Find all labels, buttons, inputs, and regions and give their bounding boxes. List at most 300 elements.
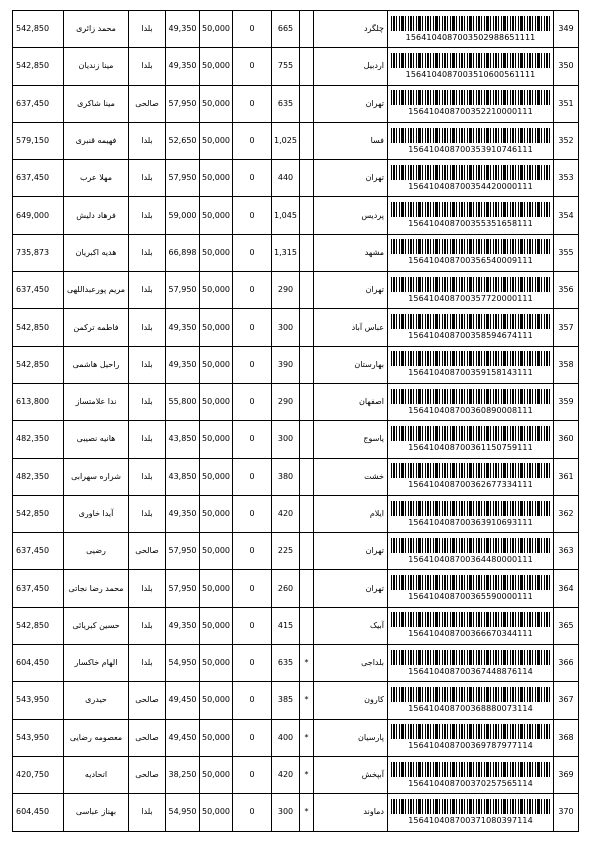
total-amount: 637,450 <box>13 570 64 607</box>
total-amount: 542,850 <box>13 309 64 346</box>
weight-count: 440 <box>272 160 300 197</box>
barcode-cell <box>388 682 554 719</box>
barcode-graphic <box>391 239 550 254</box>
weight-count: 290 <box>272 383 300 420</box>
flag-mark: * <box>300 645 314 682</box>
recipient-name: معصومه رضایی <box>64 719 129 756</box>
barcode-graphic <box>391 538 550 553</box>
barcode-cell <box>388 645 554 682</box>
barcode-number: 156410408700354420000111 <box>408 181 533 191</box>
flag-mark: * <box>300 794 314 831</box>
charge-value: 54,950 <box>166 645 200 682</box>
recipient-name: شراره سهرابی <box>64 458 129 495</box>
barcode-number: 156410408700368880073114 <box>408 703 533 713</box>
destination-city: یاسوج <box>314 421 388 458</box>
barcode-graphic <box>391 762 550 777</box>
base-fee: 50,000 <box>200 48 233 85</box>
charge-value: 49,350 <box>166 346 200 383</box>
weight-count: 415 <box>272 607 300 644</box>
row-index: 368 <box>554 719 579 756</box>
service-type: بلدا <box>129 607 166 644</box>
service-type: بلدا <box>129 197 166 234</box>
row-index: 365 <box>554 607 579 644</box>
table-row <box>13 383 579 420</box>
base-fee: 50,000 <box>200 458 233 495</box>
flag-mark <box>300 533 314 570</box>
barcode-cell <box>388 458 554 495</box>
base-fee: 50,000 <box>200 421 233 458</box>
destination-city: بلداجی <box>314 645 388 682</box>
barcode-number: 156410408700352210000111 <box>408 107 533 117</box>
service-type: بلدا <box>129 234 166 271</box>
service-type: بلدا <box>129 383 166 420</box>
recipient-name: راحیل هاشمی <box>64 346 129 383</box>
barcode-cell <box>388 495 554 532</box>
flag-mark <box>300 48 314 85</box>
total-amount: 735,873 <box>13 234 64 271</box>
destination-city: چلگرد <box>314 11 388 48</box>
base-fee: 50,000 <box>200 794 233 831</box>
barcode-number: 156410408700367448876114 <box>408 666 533 676</box>
barcode-graphic <box>391 612 550 627</box>
flag-mark <box>300 346 314 383</box>
barcode-graphic <box>391 687 550 702</box>
barcode-number: 156410408700361150759111 <box>408 442 533 452</box>
barcode-cell <box>388 48 554 85</box>
destination-city: تهران <box>314 160 388 197</box>
destination-city: خشت <box>314 458 388 495</box>
destination-city: آبپخش <box>314 756 388 793</box>
table-row <box>13 11 579 48</box>
zero-value: 0 <box>233 11 272 48</box>
zero-value: 0 <box>233 197 272 234</box>
total-amount: 579,150 <box>13 122 64 159</box>
base-fee: 50,000 <box>200 160 233 197</box>
base-fee: 50,000 <box>200 309 233 346</box>
barcode-cell <box>388 11 554 48</box>
barcode-number: 156410408700357720000111 <box>408 293 533 303</box>
barcode-graphic <box>391 501 550 516</box>
service-type: صالحی <box>129 85 166 122</box>
zero-value: 0 <box>233 682 272 719</box>
total-amount: 637,450 <box>13 160 64 197</box>
barcode-graphic <box>391 351 550 366</box>
row-index: 358 <box>554 346 579 383</box>
base-fee: 50,000 <box>200 682 233 719</box>
zero-value: 0 <box>233 645 272 682</box>
recipient-name: مینا شاکری <box>64 85 129 122</box>
weight-count: 1,315 <box>272 234 300 271</box>
table-body <box>13 11 579 832</box>
barcode-graphic <box>391 16 550 31</box>
destination-city: اردبیل <box>314 48 388 85</box>
charge-value: 52,650 <box>166 122 200 159</box>
barcode-number: 156410408700371080397114 <box>408 815 533 825</box>
zero-value: 0 <box>233 421 272 458</box>
weight-count: 420 <box>272 756 300 793</box>
service-type: صالحی <box>129 756 166 793</box>
table-row <box>13 682 579 719</box>
barcode-graphic <box>391 650 550 665</box>
destination-city: تهران <box>314 272 388 309</box>
service-type: صالحی <box>129 682 166 719</box>
service-type: بلدا <box>129 160 166 197</box>
zero-value: 0 <box>233 533 272 570</box>
base-fee: 50,000 <box>200 719 233 756</box>
recipient-name: فهیمه قنبری <box>64 122 129 159</box>
total-amount: 542,850 <box>13 607 64 644</box>
weight-count: 300 <box>272 309 300 346</box>
zero-value: 0 <box>233 272 272 309</box>
barcode-number: 156410408700358594674111 <box>408 331 533 341</box>
zero-value: 0 <box>233 756 272 793</box>
barcode-cell <box>388 383 554 420</box>
weight-count: 390 <box>272 346 300 383</box>
weight-count: 260 <box>272 570 300 607</box>
row-index: 355 <box>554 234 579 271</box>
base-fee: 50,000 <box>200 272 233 309</box>
shipment-table <box>12 10 579 832</box>
zero-value: 0 <box>233 570 272 607</box>
total-amount: 543,950 <box>13 719 64 756</box>
barcode-graphic <box>391 165 550 180</box>
destination-city: بهارستان <box>314 346 388 383</box>
service-type: بلدا <box>129 346 166 383</box>
barcode-graphic <box>391 53 550 68</box>
table-row <box>13 645 579 682</box>
barcode-graphic <box>391 277 550 292</box>
weight-count: 420 <box>272 495 300 532</box>
service-type: بلدا <box>129 122 166 159</box>
barcode-cell <box>388 607 554 644</box>
service-type: بلدا <box>129 309 166 346</box>
row-index: 361 <box>554 458 579 495</box>
flag-mark <box>300 11 314 48</box>
flag-mark <box>300 85 314 122</box>
row-index: 364 <box>554 570 579 607</box>
row-index: 356 <box>554 272 579 309</box>
total-amount: 542,850 <box>13 48 64 85</box>
barcode-number: 156410408700363910693111 <box>408 517 533 527</box>
zero-value: 0 <box>233 48 272 85</box>
flag-mark: * <box>300 756 314 793</box>
total-amount: 482,350 <box>13 421 64 458</box>
zero-value: 0 <box>233 122 272 159</box>
charge-value: 49,350 <box>166 11 200 48</box>
total-amount: 604,450 <box>13 794 64 831</box>
weight-count: 635 <box>272 85 300 122</box>
row-index: 362 <box>554 495 579 532</box>
service-type: بلدا <box>129 458 166 495</box>
barcode-cell <box>388 234 554 271</box>
total-amount: 604,450 <box>13 645 64 682</box>
charge-value: 55,800 <box>166 383 200 420</box>
base-fee: 50,000 <box>200 85 233 122</box>
charge-value: 49,350 <box>166 309 200 346</box>
row-index: 349 <box>554 11 579 48</box>
zero-value: 0 <box>233 495 272 532</box>
total-amount: 637,450 <box>13 85 64 122</box>
barcode-graphic <box>391 575 550 590</box>
flag-mark: * <box>300 682 314 719</box>
charge-value: 43,850 <box>166 458 200 495</box>
total-amount: 543,950 <box>13 682 64 719</box>
weight-count: 665 <box>272 11 300 48</box>
recipient-name: فاطمه ترکمن <box>64 309 129 346</box>
weight-count: 1,025 <box>272 122 300 159</box>
recipient-name: حسین کبریائی <box>64 607 129 644</box>
flag-mark <box>300 421 314 458</box>
charge-value: 57,950 <box>166 85 200 122</box>
zero-value: 0 <box>233 794 272 831</box>
weight-count: 300 <box>272 421 300 458</box>
row-index: 370 <box>554 794 579 831</box>
service-type: بلدا <box>129 570 166 607</box>
barcode-cell <box>388 122 554 159</box>
total-amount: 637,450 <box>13 533 64 570</box>
service-type: بلدا <box>129 48 166 85</box>
recipient-name: آیدا خاوری <box>64 495 129 532</box>
table-row <box>13 272 579 309</box>
zero-value: 0 <box>233 607 272 644</box>
service-type: صالحی <box>129 719 166 756</box>
base-fee: 50,000 <box>200 234 233 271</box>
barcode-number: 156410408700366670344111 <box>408 629 533 639</box>
recipient-name: حیدری <box>64 682 129 719</box>
total-amount: 649,000 <box>13 197 64 234</box>
charge-value: 49,350 <box>166 48 200 85</box>
destination-city: دماوند <box>314 794 388 831</box>
barcode-cell <box>388 197 554 234</box>
total-amount: 542,850 <box>13 11 64 48</box>
barcode-number: 156410408700360890008111 <box>408 405 533 415</box>
row-index: 367 <box>554 682 579 719</box>
weight-count: 225 <box>272 533 300 570</box>
service-type: بلدا <box>129 645 166 682</box>
row-index: 350 <box>554 48 579 85</box>
recipient-name: مهلا عرب <box>64 160 129 197</box>
recipient-name: رضیی <box>64 533 129 570</box>
destination-city: مشهد <box>314 234 388 271</box>
weight-count: 400 <box>272 719 300 756</box>
zero-value: 0 <box>233 383 272 420</box>
table-row <box>13 309 579 346</box>
base-fee: 50,000 <box>200 11 233 48</box>
recipient-name: هانیه نصیبی <box>64 421 129 458</box>
barcode-cell <box>388 309 554 346</box>
service-type: بلدا <box>129 495 166 532</box>
zero-value: 0 <box>233 309 272 346</box>
charge-value: 49,350 <box>166 495 200 532</box>
barcode-graphic <box>391 463 550 478</box>
charge-value: 57,950 <box>166 160 200 197</box>
charge-value: 57,950 <box>166 272 200 309</box>
barcode-cell <box>388 533 554 570</box>
table-row <box>13 122 579 159</box>
barcode-graphic <box>391 314 550 329</box>
barcode-number: 156410408700369787977114 <box>408 741 533 751</box>
barcode-graphic <box>391 389 550 404</box>
table-row <box>13 794 579 831</box>
charge-value: 49,450 <box>166 682 200 719</box>
barcode-number: 1564104087003502988651111 <box>405 32 536 42</box>
document-page <box>12 10 578 832</box>
table-row <box>13 85 579 122</box>
destination-city: تهران <box>314 533 388 570</box>
charge-value: 38,250 <box>166 756 200 793</box>
base-fee: 50,000 <box>200 533 233 570</box>
destination-city: فسا <box>314 122 388 159</box>
barcode-number: 156410408700356540009111 <box>408 256 533 266</box>
total-amount: 613,800 <box>13 383 64 420</box>
table-row <box>13 160 579 197</box>
destination-city: کارون <box>314 682 388 719</box>
flag-mark <box>300 495 314 532</box>
destination-city: آبیک <box>314 607 388 644</box>
row-index: 359 <box>554 383 579 420</box>
flag-mark <box>300 309 314 346</box>
zero-value: 0 <box>233 234 272 271</box>
table-row <box>13 197 579 234</box>
weight-count: 635 <box>272 645 300 682</box>
barcode-number: 156410408700370257565114 <box>408 778 533 788</box>
table-row <box>13 495 579 532</box>
flag-mark <box>300 570 314 607</box>
barcode-graphic <box>391 90 550 105</box>
barcode-graphic <box>391 724 550 739</box>
flag-mark <box>300 607 314 644</box>
destination-city: ایلام <box>314 495 388 532</box>
base-fee: 50,000 <box>200 607 233 644</box>
zero-value: 0 <box>233 458 272 495</box>
table-row <box>13 48 579 85</box>
barcode-number: 1564104087003510600561111 <box>405 69 536 79</box>
recipient-name: محمد رضا نجاتی <box>64 570 129 607</box>
base-fee: 50,000 <box>200 197 233 234</box>
barcode-cell <box>388 346 554 383</box>
weight-count: 1,045 <box>272 197 300 234</box>
row-index: 366 <box>554 645 579 682</box>
barcode-number: 156410408700353910746111 <box>408 144 533 154</box>
barcode-cell <box>388 719 554 756</box>
recipient-name: فرهاد دلیش <box>64 197 129 234</box>
table-row <box>13 570 579 607</box>
charge-value: 66,898 <box>166 234 200 271</box>
charge-value: 54,950 <box>166 794 200 831</box>
recipient-name: مینا زندیان <box>64 48 129 85</box>
barcode-cell <box>388 421 554 458</box>
destination-city: تهران <box>314 85 388 122</box>
flag-mark <box>300 272 314 309</box>
recipient-name: مریم پورعبداللهی <box>64 272 129 309</box>
weight-count: 385 <box>272 682 300 719</box>
charge-value: 57,950 <box>166 533 200 570</box>
row-index: 352 <box>554 122 579 159</box>
barcode-graphic <box>391 799 550 814</box>
weight-count: 290 <box>272 272 300 309</box>
zero-value: 0 <box>233 160 272 197</box>
barcode-number: 156410408700362677334111 <box>408 480 533 490</box>
row-index: 360 <box>554 421 579 458</box>
table-row <box>13 719 579 756</box>
row-index: 369 <box>554 756 579 793</box>
service-type: صالحی <box>129 533 166 570</box>
barcode-graphic <box>391 426 550 441</box>
service-type: بلدا <box>129 421 166 458</box>
zero-value: 0 <box>233 719 272 756</box>
service-type: بلدا <box>129 272 166 309</box>
row-index: 363 <box>554 533 579 570</box>
flag-mark <box>300 122 314 159</box>
weight-count: 380 <box>272 458 300 495</box>
table-row <box>13 421 579 458</box>
destination-city: تهران <box>314 570 388 607</box>
row-index: 351 <box>554 85 579 122</box>
charge-value: 57,950 <box>166 570 200 607</box>
recipient-name: بهناز عباسی <box>64 794 129 831</box>
charge-value: 49,450 <box>166 719 200 756</box>
barcode-cell <box>388 756 554 793</box>
base-fee: 50,000 <box>200 570 233 607</box>
weight-count: 300 <box>272 794 300 831</box>
table-row <box>13 458 579 495</box>
flag-mark <box>300 234 314 271</box>
destination-city: پردیس <box>314 197 388 234</box>
barcode-number: 156410408700359158143111 <box>408 368 533 378</box>
recipient-name: هدیه اکبریان <box>64 234 129 271</box>
flag-mark <box>300 197 314 234</box>
barcode-cell <box>388 570 554 607</box>
recipient-name: الهام خاکسار <box>64 645 129 682</box>
base-fee: 50,000 <box>200 756 233 793</box>
row-index: 353 <box>554 160 579 197</box>
flag-mark <box>300 383 314 420</box>
weight-count: 755 <box>272 48 300 85</box>
flag-mark <box>300 160 314 197</box>
total-amount: 637,450 <box>13 272 64 309</box>
table-row <box>13 234 579 271</box>
destination-city: اصفهان <box>314 383 388 420</box>
base-fee: 50,000 <box>200 346 233 383</box>
service-type: بلدا <box>129 11 166 48</box>
barcode-cell <box>388 272 554 309</box>
destination-city: عباس آباد <box>314 309 388 346</box>
recipient-name: اتحادیه <box>64 756 129 793</box>
base-fee: 50,000 <box>200 383 233 420</box>
barcode-number: 156410408700364480000111 <box>408 554 533 564</box>
zero-value: 0 <box>233 346 272 383</box>
table-row <box>13 533 579 570</box>
barcode-number: 156410408700355351658111 <box>408 219 533 229</box>
recipient-name: ندا علامتساز <box>64 383 129 420</box>
flag-mark <box>300 458 314 495</box>
total-amount: 542,850 <box>13 346 64 383</box>
row-index: 354 <box>554 197 579 234</box>
total-amount: 542,850 <box>13 495 64 532</box>
base-fee: 50,000 <box>200 122 233 159</box>
flag-mark: * <box>300 719 314 756</box>
total-amount: 482,350 <box>13 458 64 495</box>
base-fee: 50,000 <box>200 495 233 532</box>
total-amount: 420,750 <box>13 756 64 793</box>
barcode-cell <box>388 794 554 831</box>
barcode-graphic <box>391 202 550 217</box>
base-fee: 50,000 <box>200 645 233 682</box>
barcode-cell <box>388 85 554 122</box>
row-index: 357 <box>554 309 579 346</box>
barcode-number: 156410408700365590000111 <box>408 592 533 602</box>
barcode-cell <box>388 160 554 197</box>
